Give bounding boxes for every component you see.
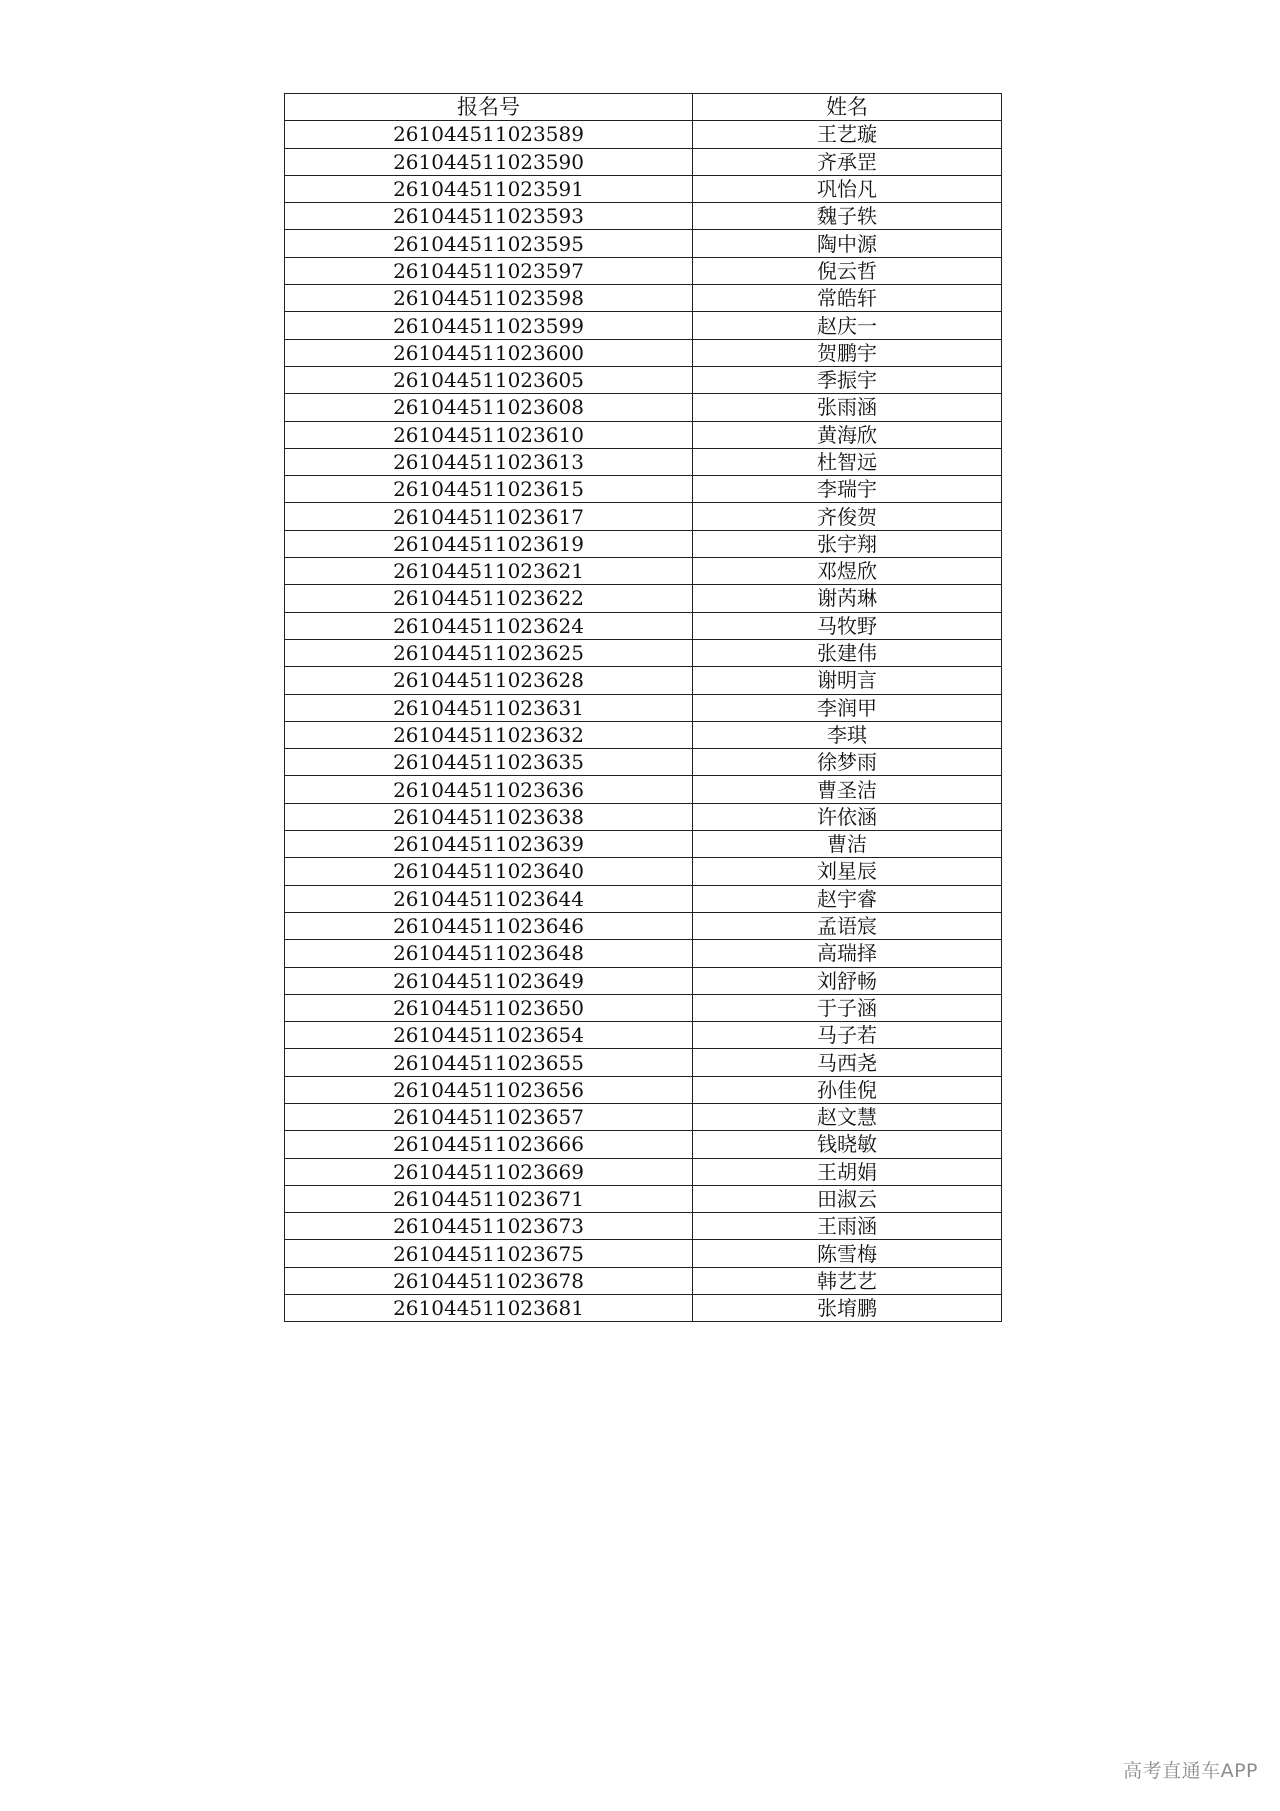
- name-cell: 齐俊贺: [693, 503, 1002, 530]
- registration-number-cell: 261044511023678: [285, 1267, 693, 1294]
- table-row: [285, 776, 1002, 803]
- table-row: [285, 1295, 1002, 1322]
- name-cell: 张宇翔: [693, 530, 1002, 557]
- registration-number-cell: 261044511023622: [285, 585, 693, 612]
- registration-number-cell: 261044511023597: [285, 257, 693, 284]
- name-cell: 杜智远: [693, 448, 1002, 475]
- registration-number-cell: 261044511023613: [285, 448, 693, 475]
- registration-number-cell: 261044511023628: [285, 667, 693, 694]
- name-cell: 孙佳倪: [693, 1076, 1002, 1103]
- table-row: [285, 257, 1002, 284]
- registration-number-cell: 261044511023635: [285, 749, 693, 776]
- name-cell: 邓煜欣: [693, 558, 1002, 585]
- registration-number-cell: 261044511023608: [285, 394, 693, 421]
- registration-number-cell: 261044511023615: [285, 476, 693, 503]
- registration-number-cell: 261044511023644: [285, 885, 693, 912]
- registration-number-cell: 261044511023636: [285, 776, 693, 803]
- name-cell: 张堉鹏: [693, 1295, 1002, 1322]
- table-row: [285, 1267, 1002, 1294]
- registration-number-cell: 261044511023639: [285, 831, 693, 858]
- name-cell: 马子若: [693, 1022, 1002, 1049]
- registration-number-cell: 261044511023648: [285, 940, 693, 967]
- name-cell: 倪云哲: [693, 257, 1002, 284]
- name-cell: 曹圣洁: [693, 776, 1002, 803]
- registration-number-cell: 261044511023624: [285, 612, 693, 639]
- registration-number-cell: 261044511023671: [285, 1185, 693, 1212]
- registration-number-cell: 261044511023656: [285, 1076, 693, 1103]
- table-row: [285, 667, 1002, 694]
- table-row: [285, 1240, 1002, 1267]
- registration-number-cell: 261044511023595: [285, 230, 693, 257]
- registration-number-cell: 261044511023655: [285, 1049, 693, 1076]
- table-body: [285, 121, 1002, 1322]
- name-cell: 季振宇: [693, 366, 1002, 393]
- roster-table: [284, 93, 1002, 1322]
- registration-number-cell: 261044511023657: [285, 1103, 693, 1130]
- table-row: [285, 1213, 1002, 1240]
- registration-number-cell: 261044511023675: [285, 1240, 693, 1267]
- table-row: [285, 285, 1002, 312]
- table-row: [285, 1076, 1002, 1103]
- table-row: [285, 885, 1002, 912]
- table-row: [285, 994, 1002, 1021]
- name-cell: 于子涵: [693, 994, 1002, 1021]
- table-row: [285, 1185, 1002, 1212]
- table-row: [285, 421, 1002, 448]
- name-cell: 贺鹏宇: [693, 339, 1002, 366]
- registration-number-cell: 261044511023589: [285, 121, 693, 148]
- registration-number-cell: 261044511023681: [285, 1295, 693, 1322]
- table-row: [285, 967, 1002, 994]
- table-row: [285, 831, 1002, 858]
- name-cell: 陈雪梅: [693, 1240, 1002, 1267]
- table-row: [285, 585, 1002, 612]
- table-row: [285, 366, 1002, 393]
- table-row: [285, 312, 1002, 339]
- registration-number-cell: 261044511023650: [285, 994, 693, 1021]
- table-row: [285, 530, 1002, 557]
- table-row: [285, 1131, 1002, 1158]
- name-cell: 赵庆一: [693, 312, 1002, 339]
- name-cell: 刘舒畅: [693, 967, 1002, 994]
- table-row: [285, 339, 1002, 366]
- registration-number-cell: 261044511023590: [285, 148, 693, 175]
- registration-number-cell: 261044511023598: [285, 285, 693, 312]
- table-row: [285, 503, 1002, 530]
- name-cell: 赵文慧: [693, 1103, 1002, 1130]
- name-cell: 张建伟: [693, 639, 1002, 666]
- table-row: [285, 1103, 1002, 1130]
- registration-number-cell: 261044511023593: [285, 203, 693, 230]
- table-row: [285, 121, 1002, 148]
- name-cell: 李润甲: [693, 694, 1002, 721]
- name-cell: 田淑云: [693, 1185, 1002, 1212]
- table-row: [285, 1049, 1002, 1076]
- name-cell: 高瑞择: [693, 940, 1002, 967]
- table-row: [285, 558, 1002, 585]
- name-cell: 陶中源: [693, 230, 1002, 257]
- table-row: [285, 203, 1002, 230]
- name-cell: 马牧野: [693, 612, 1002, 639]
- name-cell: 曹洁: [693, 831, 1002, 858]
- name-cell: 黄海欣: [693, 421, 1002, 448]
- registration-number-cell: 261044511023625: [285, 639, 693, 666]
- column-header-name: 姓名: [693, 94, 1002, 121]
- table-row: [285, 476, 1002, 503]
- table-row: [285, 394, 1002, 421]
- registration-number-cell: 261044511023621: [285, 558, 693, 585]
- registration-number-cell: 261044511023591: [285, 175, 693, 202]
- table-header-row: [285, 94, 1002, 121]
- name-cell: 齐承罡: [693, 148, 1002, 175]
- name-cell: 王胡娟: [693, 1158, 1002, 1185]
- table-row: [285, 858, 1002, 885]
- name-cell: 魏子轶: [693, 203, 1002, 230]
- registration-number-cell: 261044511023669: [285, 1158, 693, 1185]
- name-cell: 张雨涵: [693, 394, 1002, 421]
- table-row: [285, 175, 1002, 202]
- registration-number-cell: 261044511023599: [285, 312, 693, 339]
- name-cell: 许依涵: [693, 803, 1002, 830]
- watermark-text: 高考直通车APP: [1123, 1760, 1258, 1782]
- registration-number-cell: 261044511023673: [285, 1213, 693, 1240]
- name-cell: 刘星辰: [693, 858, 1002, 885]
- table-row: [285, 912, 1002, 939]
- column-header-registration-number: 报名号: [285, 94, 693, 121]
- table-row: [285, 694, 1002, 721]
- name-cell: 谢明言: [693, 667, 1002, 694]
- name-cell: 赵宇睿: [693, 885, 1002, 912]
- table-row: [285, 639, 1002, 666]
- table-row: [285, 749, 1002, 776]
- name-cell: 王艺璇: [693, 121, 1002, 148]
- registration-number-cell: 261044511023649: [285, 967, 693, 994]
- registration-number-cell: 261044511023605: [285, 366, 693, 393]
- table-row: [285, 1022, 1002, 1049]
- name-cell: 马西尧: [693, 1049, 1002, 1076]
- registration-number-cell: 261044511023631: [285, 694, 693, 721]
- table-row: [285, 612, 1002, 639]
- name-cell: 钱晓敏: [693, 1131, 1002, 1158]
- registration-number-cell: 261044511023654: [285, 1022, 693, 1049]
- registration-number-cell: 261044511023610: [285, 421, 693, 448]
- registration-number-cell: 261044511023617: [285, 503, 693, 530]
- registration-number-cell: 261044511023646: [285, 912, 693, 939]
- registration-number-cell: 261044511023632: [285, 721, 693, 748]
- table-row: [285, 230, 1002, 257]
- table-row: [285, 803, 1002, 830]
- registration-number-cell: 261044511023640: [285, 858, 693, 885]
- table-row: [285, 721, 1002, 748]
- name-cell: 巩怡凡: [693, 175, 1002, 202]
- registration-number-cell: 261044511023619: [285, 530, 693, 557]
- table-row: [285, 1158, 1002, 1185]
- name-cell: 韩艺艺: [693, 1267, 1002, 1294]
- name-cell: 谢芮琳: [693, 585, 1002, 612]
- name-cell: 徐梦雨: [693, 749, 1002, 776]
- name-cell: 常皓轩: [693, 285, 1002, 312]
- table-row: [285, 448, 1002, 475]
- registration-number-cell: 261044511023600: [285, 339, 693, 366]
- registration-number-cell: 261044511023638: [285, 803, 693, 830]
- table-row: [285, 940, 1002, 967]
- registration-number-cell: 261044511023666: [285, 1131, 693, 1158]
- name-cell: 李瑞宇: [693, 476, 1002, 503]
- name-cell: 王雨涵: [693, 1213, 1002, 1240]
- name-cell: 李琪: [693, 721, 1002, 748]
- name-cell: 孟语宸: [693, 912, 1002, 939]
- table-row: [285, 148, 1002, 175]
